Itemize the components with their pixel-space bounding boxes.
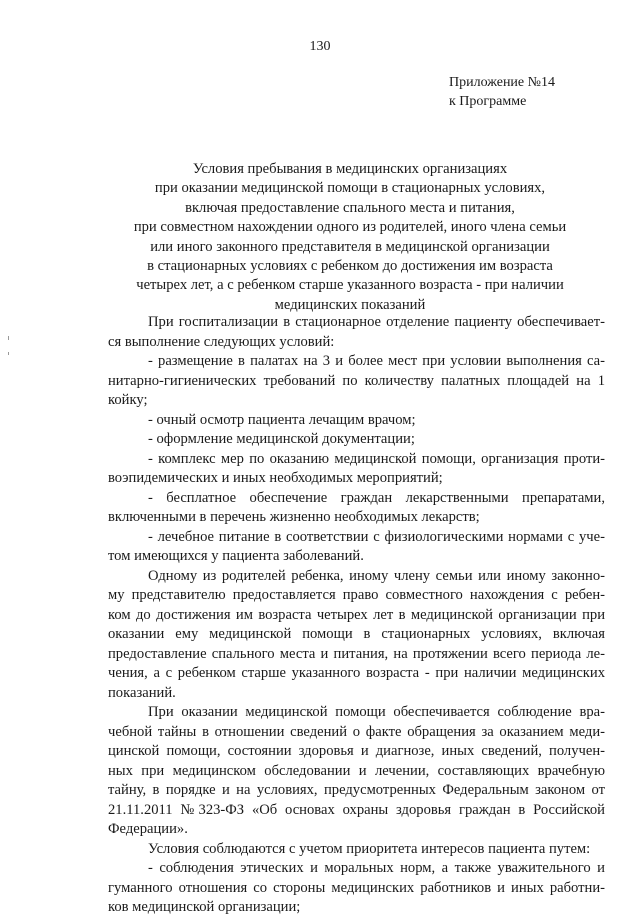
body-line: 21.11.2011 №323-ФЗ «Об основах охраны здоровья граждан в Российской [108,801,605,818]
body-line: цинской помощи, состоянии здоровья и диагнозе, иных сведений, получен- [108,743,605,759]
body-line: Условия соблюдаются с учетом приоритета интересов пациента путем: [148,840,591,857]
title-line: или иного законного представителя в медицинской организации [150,238,550,255]
body-line: оказании ему медицинской помощи в стационарных условиях, включая [108,626,605,642]
body-line: воэпидемических и иных необходимых мероприятий; [108,470,443,486]
title-line: при совместном нахождении одного из родителей, иного члена семьи [133,219,567,236]
body-line: ся выполнение следующих условий: [108,333,335,350]
body-line: - оформление медицинской документации; [148,431,415,447]
body-line: - очный осмотр пациента лечащим врачом; [148,411,416,428]
body-line: При госпитализации в стационарное отделение пациенту обеспечивает- [148,314,605,330]
body-line: - соблюдения этических и моральных норм, а также уважительного и [148,860,605,876]
title-line: четырех лет, а с ребенком старше указанного возраста - при наличии [136,277,564,294]
body-line: показаний. [108,684,176,701]
body-line: - лечебное питание в соответствии с физиологическими нормами с уче- [148,528,605,545]
body-line: предоставление спального места и питания, на протяжении всего периода ле- [108,645,605,662]
appendix-number: Приложение №14 [449,75,555,90]
body-line: тайну, в порядке и на условиях, предусмотренных Федеральным законом от [108,782,605,798]
body-line: включенными в перечень жизненно необходимых лекарств; [108,509,480,525]
body-line: гуманного отношения со стороны медицинских работников и иных работни- [108,879,605,896]
body-line: ком до достижения им возраста четырех лет в медицинской организации при [108,606,605,623]
body-line: - комплекс мер по оказанию медицинской помощи, организация проти- [148,450,605,467]
body-line: ных при медицинском обследовании и лечении, составляющих врачебную [108,762,605,779]
title-line: медицинских показаний [274,296,426,313]
body-line: том имеющихся у пациента заболеваний. [108,548,364,564]
title-line: при оказании медицинской помощи в стационарных условиях, [154,180,546,197]
appendix-program: к Программе [449,94,527,109]
document-body [108,313,605,918]
body-line: койку; [108,392,148,408]
body-line: чебной тайны в отношении сведений о факте обращения за оказанием меди- [108,723,605,740]
margin-mark [8,336,9,340]
body-line: Федерации». [108,821,188,837]
body-line: ков медицинской организации; [108,899,301,915]
document-title [100,160,600,315]
title-line: в стационарных условиях с ребенком до достижения им возраста [147,258,553,275]
title-line: Условия пребывания в медицинских организациях [192,161,508,177]
margin-mark [8,352,9,355]
title-line: включая предоставление спального места и питания, [185,199,515,216]
page-number: 130 [309,39,331,54]
body-line: Одному из родителей ребенка, иному члену семьи или иному законно- [148,567,605,584]
body-line: - размещение в палатах на 3 и более мест при условии выполнения са- [148,353,605,369]
body-line: - бесплатное обеспечение граждан лекарственными препаратами, [148,489,605,506]
body-line: При оказании медицинской помощи обеспечивается соблюдение вра- [148,704,605,720]
body-line: чения, а с ребенком старше указанного возраста - при наличии медицинских [108,665,605,681]
appendix-header [449,73,555,111]
body-line: му представителю предоставляется право совместного нахождения с ребен- [108,587,605,603]
body-line: нитарно-гигиенических требований по количеству палатных площадей на 1 [108,372,605,389]
